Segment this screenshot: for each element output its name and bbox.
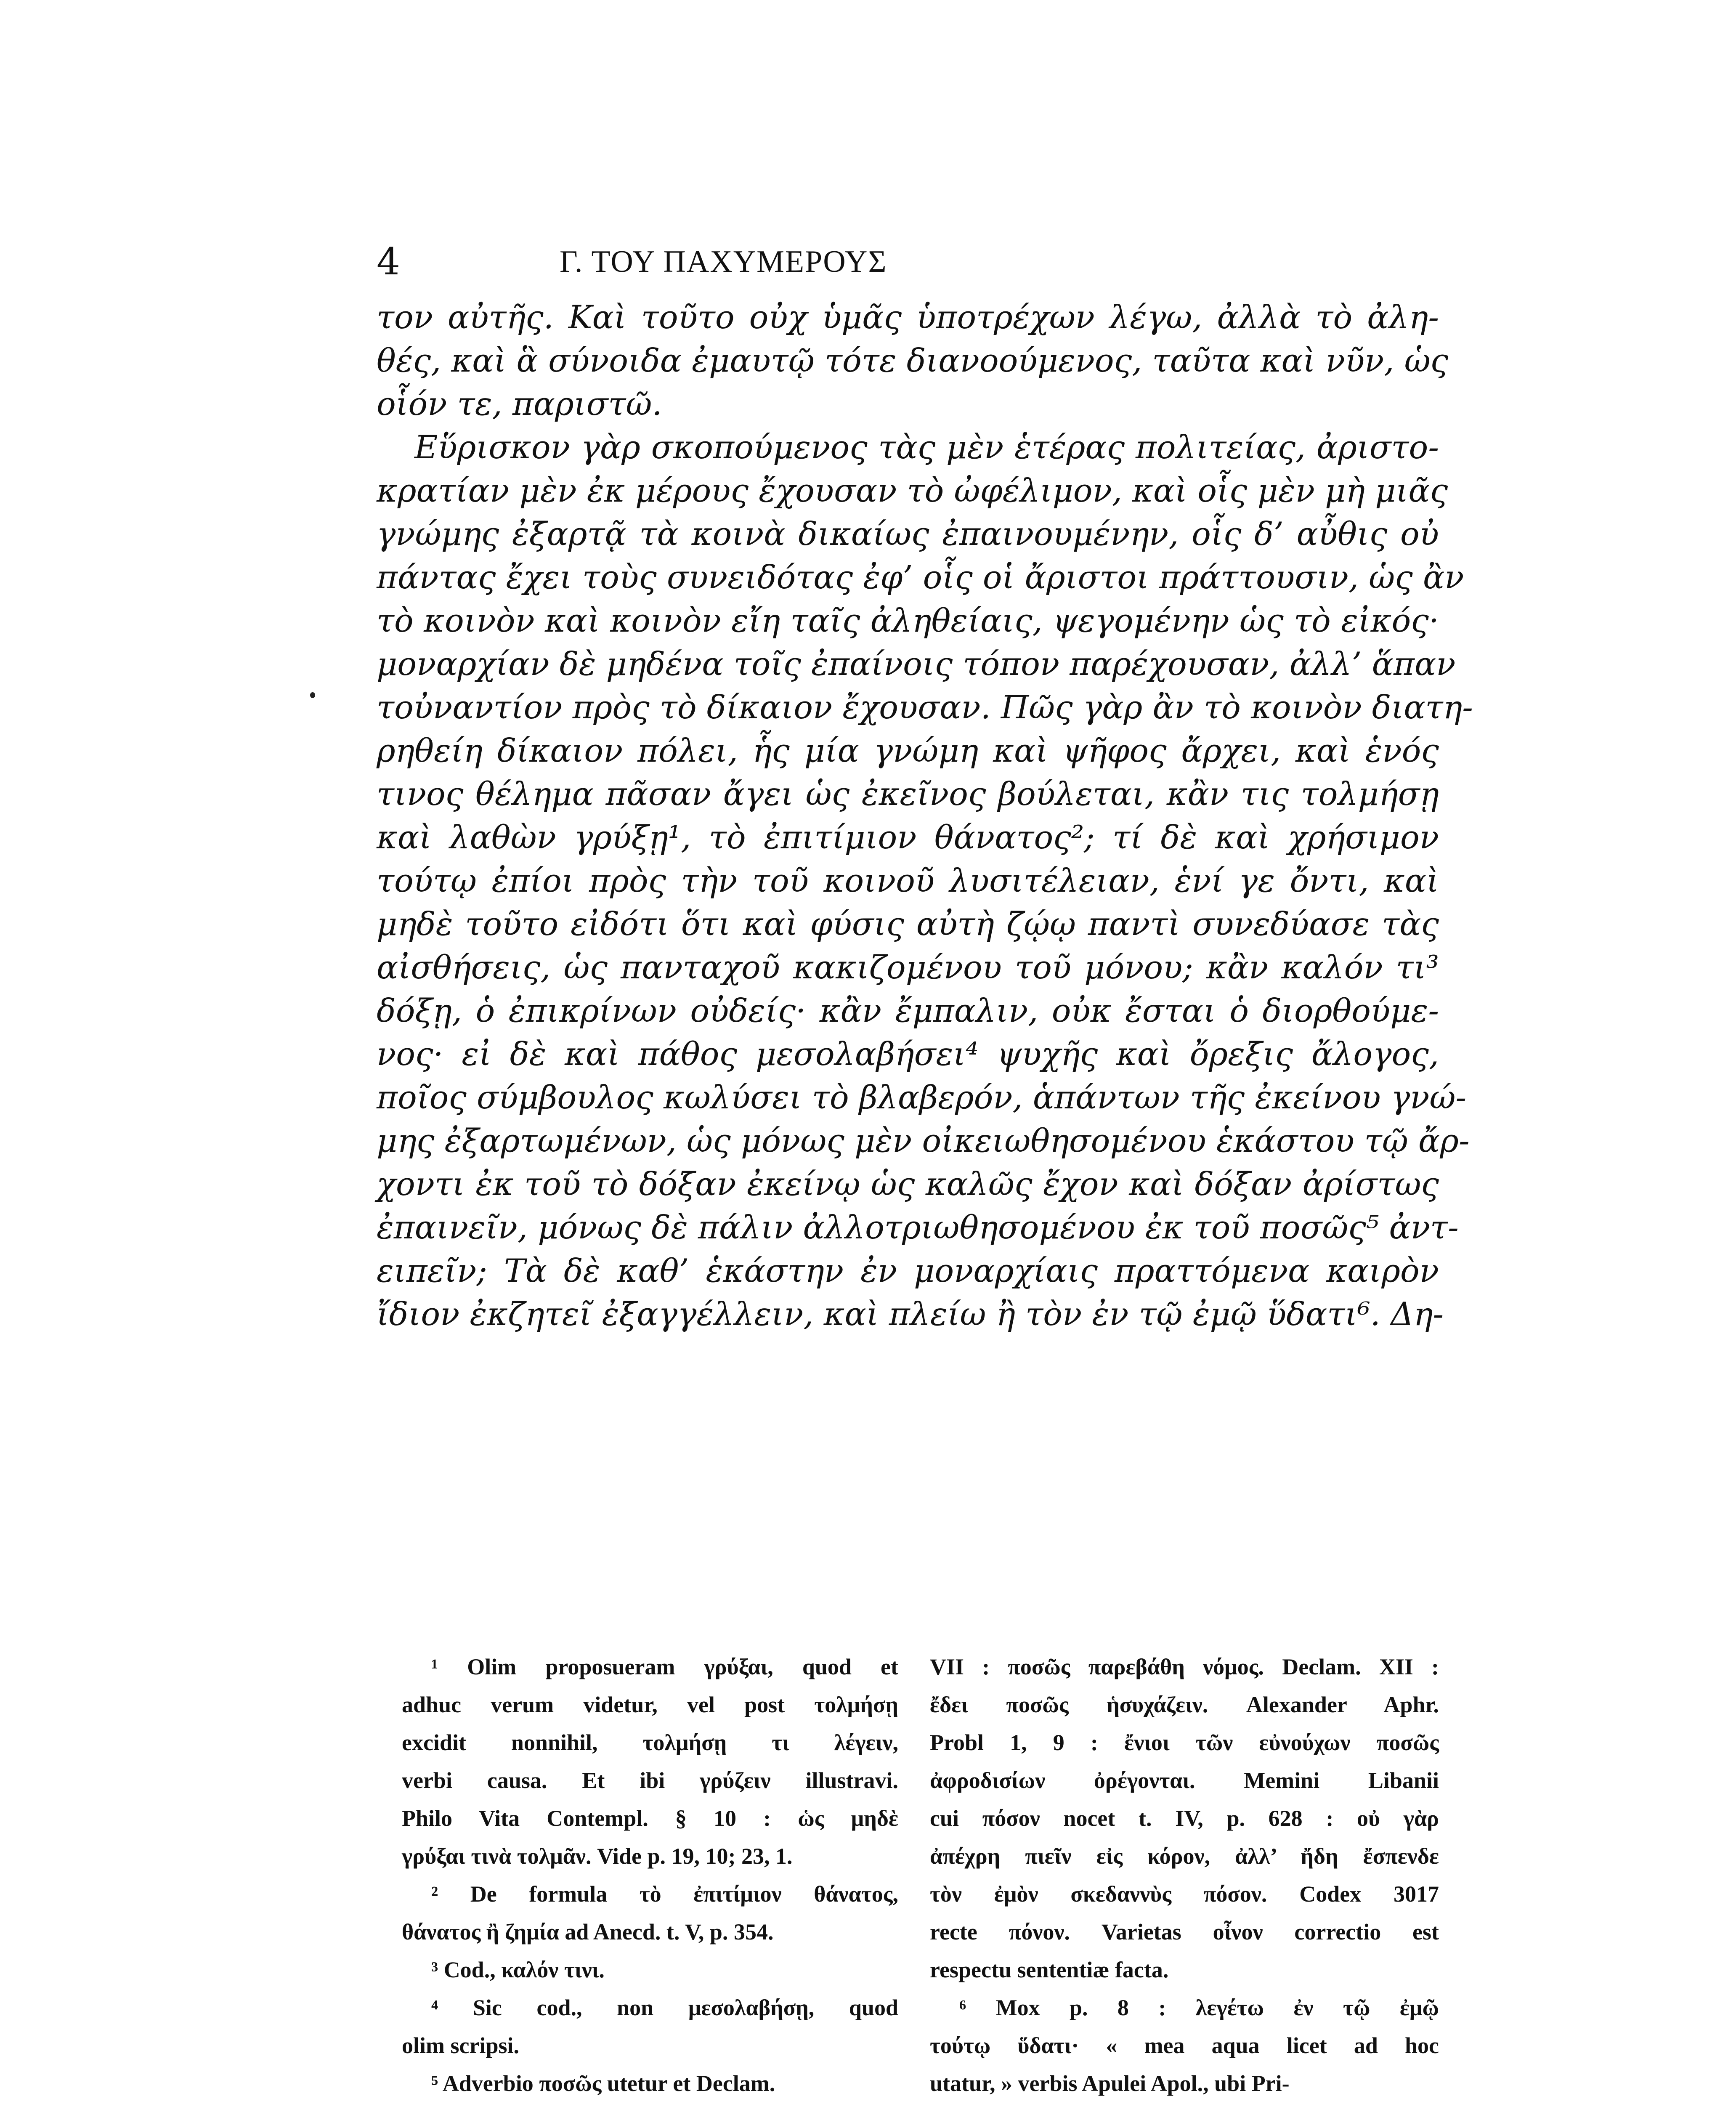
text-line: τούτῳ ἐπίοι πρὸς τὴν τοῦ κοινοῦ λυσιτέλειαν, ἑνί γε ὄντι, καὶ bbox=[377, 862, 1439, 899]
footnote-line: ⁵ Adverbio ποσῶς utetur et Declam. bbox=[431, 2071, 775, 2096]
text-line: καὶ λαθὼν γρύξῃ¹, τὸ ἐπιτίμιον θάνατος²; τί δὲ καὶ χρήσιμον bbox=[377, 818, 1439, 856]
footnote-line: adhuc verum videtur, vel post τολμήσῃ bbox=[402, 1692, 898, 1717]
footnote-line: ἔδει ποσῶς ἡσυχάζειν. Alexander Aphr. bbox=[930, 1692, 1439, 1717]
footnotes-left-column bbox=[402, 1648, 898, 2102]
footnote-line: ² De formula τὸ ἐπιτίμιον θάνατος, bbox=[431, 1881, 898, 1907]
text-line: πάντας ἔχει τοὺς συνειδότας ἐφ’ οἷς οἱ ἄριστοι πράττουσιν, ὡς ἂν bbox=[377, 558, 1464, 596]
print-speck bbox=[310, 692, 315, 698]
footnote-line: VII : ποσῶς παρεβάθη νόμος. Declam. XII : bbox=[930, 1654, 1439, 1679]
footnote-line: τούτῳ ὕδατι· « mea aqua licet ad hoc bbox=[930, 2033, 1439, 2058]
text-line: ἐπαινεῖν, μόνως δὲ πάλιν ἀλλοτριωθησομένου ἐκ τοῦ ποσῶς⁵ ἀντ- bbox=[377, 1209, 1459, 1246]
footnote-line: utatur, » verbis Apulei Apol., ubi Pri- bbox=[930, 2071, 1290, 2096]
text-line: μοναρχίαν δὲ μηδένα τοῖς ἐπαίνοις τόπον παρέχουσαν, ἀλλ’ ἅπαν bbox=[377, 645, 1456, 683]
text-line: γνώμης ἐξαρτᾷ τὰ κοινὰ δικαίως ἐπαινουμένην, οἷς δ’ αὖθις οὐ bbox=[377, 515, 1439, 553]
footnote-line: recte πόνον. Varietas οἶνον correctio est bbox=[930, 1919, 1439, 1945]
text-line: τον αὐτῆς. Καὶ τοῦτο οὐχ ὑμᾶς ὑποτρέχων λέγω, ἀλλὰ τὸ ἀλη- bbox=[377, 298, 1439, 336]
footnote-line: olim scripsi. bbox=[402, 2033, 519, 2058]
text-line: θές, καὶ ἃ σύνοιδα ἐμαυτῷ τότε διανοούμενος, ταῦτα καὶ νῦν, ὡς bbox=[377, 342, 1449, 379]
page-number: 4 bbox=[377, 240, 400, 283]
footnote-line: τὸν ἐμὸν σκεδαννὺς πόσον. Codex 3017 bbox=[930, 1881, 1439, 1907]
footnote-line: Philo Vita Contempl. § 10 : ὡς μηδὲ bbox=[402, 1806, 898, 1831]
text-line: ἴδιον ἐκζητεῖ ἐξαγγέλλειν, καὶ πλείω ἢ τὸν ἐν τῷ ἐμῷ ὕδατι⁶. Δη- bbox=[377, 1295, 1444, 1333]
text-line: οἷόν τε, παριστῶ. bbox=[377, 385, 662, 422]
text-line: ρηθείη δίκαιον πόλει, ἧς μία γνώμη καὶ ψῆφος ἄρχει, καὶ ἑνός bbox=[377, 732, 1439, 769]
footnote-line: ἀπέχρη πιεῖν εἰς κόρον, ἀλλ’ ἤδη ἔσπενδε bbox=[930, 1844, 1439, 1869]
footnote-line: respectu sententiæ facta. bbox=[930, 1957, 1169, 1982]
text-line: χοντι ἐκ τοῦ τὸ δόξαν ἐκείνῳ ὡς καλῶς ἔχον καὶ δόξαν ἀρίστως bbox=[377, 1165, 1439, 1203]
main-text bbox=[377, 295, 1473, 1336]
footnote-line: verbi causa. Et ibi γρύζειν illustravi. bbox=[402, 1768, 898, 1793]
text-line: δόξῃ, ὁ ἐπικρίνων οὐδείς· κἂν ἔμπαλιν, οὐκ ἔσται ὁ διορθούμε- bbox=[377, 992, 1439, 1029]
text-line: νος· εἰ δὲ καὶ πάθος μεσολαβήσει⁴ ψυχῆς καὶ ὄρεξις ἄλογος, bbox=[377, 1035, 1439, 1073]
text-line: μης ἐξαρτωμένων, ὡς μόνως μὲν οἰκειωθησομένου ἑκάστου τῷ ἄρ- bbox=[377, 1122, 1470, 1159]
footnote-line: ἀφροδισίων ὀρέγονται. Memini Libanii bbox=[930, 1768, 1439, 1793]
text-line: Εὕρισκον γὰρ σκοπούμενος τὰς μὲν ἑτέρας πολιτείας, ἀριστο- bbox=[414, 428, 1439, 466]
footnote-line: Probl 1, 9 : ἔνιοι τῶν εὐνούχων ποσῶς bbox=[930, 1730, 1439, 1755]
footnote-line: excidit nonnihil, τολμήσῃ τι λέγειν, bbox=[402, 1730, 898, 1755]
text-line: αἰσθήσεις, ὡς πανταχοῦ κακιζομένου τοῦ μόνου; κἂν καλόν τι³ bbox=[377, 948, 1439, 986]
footnote-line: θάνατος ἢ ζημία ad Anecd. t. V, p. 354. bbox=[402, 1919, 774, 1945]
footnotes-right-column bbox=[930, 1648, 1439, 2102]
footnote-line: ¹ Olim proposueram γρύξαι, quod et bbox=[431, 1654, 898, 1679]
footnote-line: ³ Cod., καλόν τινι. bbox=[431, 1957, 605, 1982]
footnote-line: cui πόσον nocet t. IV, p. 628 : οὐ γὰρ bbox=[930, 1806, 1439, 1831]
text-line: ειπεῖν; Τὰ δὲ καθ’ ἑκάστην ἐν μοναρχίαις πραττόμενα καιρὸν bbox=[377, 1252, 1439, 1289]
footnote-line: ⁶ Mox p. 8 : λεγέτω ἐν τῷ ἐμῷ bbox=[959, 1995, 1439, 2020]
text-line: τὸ κοινὸν καὶ κοινὸν εἴη ταῖς ἀληθείαις, ψεγομένην ὡς τὸ εἰκός· bbox=[377, 602, 1439, 639]
text-line: τινος θέλημα πᾶσαν ἄγει ὡς ἐκεῖνος βούλεται, κἂν τις τολμήσῃ bbox=[377, 775, 1439, 813]
text-line: τοὐναντίον πρὸς τὸ δίκαιον ἔχουσαν. Πῶς γὰρ ἂν τὸ κοινὸν διατη- bbox=[377, 688, 1473, 726]
text-line: ποῖος σύμβουλος κωλύσει τὸ βλαβερόν, ἁπάντων τῆς ἐκείνου γνώ- bbox=[377, 1079, 1467, 1116]
footnote-line: ⁴ Sic cod., non μεσολαβήσῃ, quod bbox=[431, 1995, 898, 2020]
running-title: Γ. ΤΟΥ ΠΑΧΥΜΕΡΟΥΣ bbox=[560, 244, 887, 279]
text-line: μηδὲ τοῦτο εἰδότι ὅτι καὶ φύσις αὐτὴ ζῴῳ παντὶ συνεδύασε τὰς bbox=[377, 905, 1439, 943]
text-line: κρατίαν μὲν ἐκ μέρους ἔχουσαν τὸ ὠφέλιμον, καὶ οἷς μὲν μὴ μιᾶς bbox=[377, 472, 1448, 509]
footnote-line: γρύξαι τινὰ τολμᾶν. Vide p. 19, 10; 23, 1. bbox=[402, 1844, 793, 1869]
